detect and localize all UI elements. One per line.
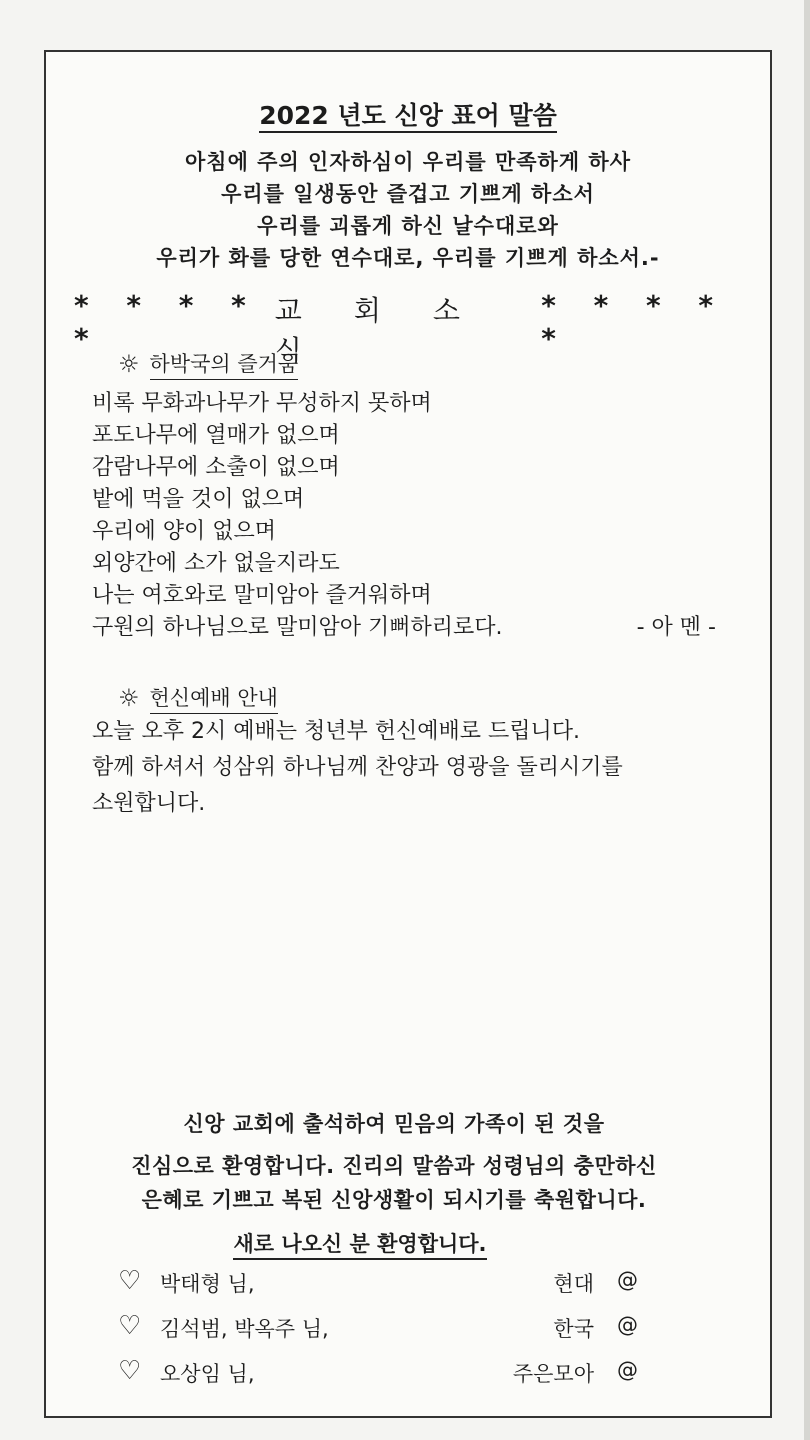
welcome-line-1: 신앙 교회에 출석하여 믿음의 가족이 된 것을 [183,1112,605,1136]
welcome-line-2: 진심으로 환영합니다. 진리의 말씀과 성령님의 충만하신 [131,1154,657,1178]
banner-stars-right: * * * * * [541,289,728,355]
newcomer-name: 오상임 님, [160,1362,255,1386]
section-habakkuk-heading [118,348,298,380]
newcomer-place: 한국 [553,1317,594,1341]
habakkuk-line: 구원의 하나님으로 말미암아 기뻐하리로다. [92,615,503,640]
motto-title-text: 2022 년도 신앙 표어 말씀 [259,101,557,133]
banner-stars-left: * * * * * [74,289,260,355]
newcomer-place: 주은모아 [512,1362,594,1386]
habakkuk-line: 비록 무화과나무가 무성하지 못하며 [92,391,432,416]
section-habakkuk-title: 하박국의 즐거움 [150,348,299,380]
motto-line-3: 우리를 괴롭게 하신 날수대로와 [257,214,559,238]
section-habakkuk-body [92,388,503,644]
bulletin-page [44,50,772,1418]
newcomer-mark: @ [617,1268,638,1292]
motto-line-1: 아침에 주의 인자하심이 우리를 만족하게 하사 [185,150,631,174]
motto-line-4: 우리가 화를 당한 연수대로, 우리를 기쁘게 하소서.- [156,246,660,270]
dedication-line: 소원합니다. [92,791,206,816]
page-edge [804,0,810,1440]
motto-title [46,96,770,132]
heart-icon: ♡ [118,1311,142,1341]
sun-icon: ☼ [118,350,140,378]
habakkuk-line: 포도나무에 열매가 없으며 [92,423,340,448]
motto-line-2: 우리를 일생동안 즐겁고 기쁘게 하소서 [221,182,595,206]
heart-icon: ♡ [118,1266,142,1296]
section-dedication-heading [118,682,278,714]
welcome-line-3: 은혜로 기쁘고 복된 신앙생활이 되시기를 축원합니다. [141,1188,647,1212]
newcomer-row [118,1313,638,1343]
newcomer-row [118,1358,638,1388]
newcomer-mark: @ [617,1358,638,1382]
newcomer-row [118,1268,638,1298]
newcomers-heading [0,1228,722,1258]
newcomer-mark: @ [617,1313,638,1337]
section-dedication-body [92,714,623,822]
habakkuk-line: 밭에 먹을 것이 없으며 [92,487,305,512]
dedication-line: 오늘 오후 2시 예배는 청년부 헌신예배로 드립니다. [92,719,580,744]
heart-icon: ♡ [118,1356,142,1386]
banner-title: 교회소식 [274,294,512,367]
dedication-line: 함께 하셔서 성삼위 하나님께 찬양과 영광을 돌리시기를 [92,755,623,780]
newcomer-name: 박태형 님, [160,1272,255,1296]
habakkuk-line: 감람나무에 소출이 없으며 [92,455,340,480]
habakkuk-line: 외양간에 소가 없을지라도 [92,551,340,576]
habakkuk-line: 우리에 양이 없으며 [92,519,277,544]
newcomer-name: 김석범, 박옥주 님, [160,1317,329,1341]
section-dedication-title: 헌신예배 안내 [150,682,278,714]
sun-icon: ☼ [118,684,140,712]
newcomer-place: 현대 [553,1272,594,1296]
newcomers-heading-text: 새로 나오신 분 환영합니다. [233,1232,486,1260]
amen-text: - 아 멘 - [636,615,716,640]
habakkuk-line: 나는 여호와로 말미암아 즐거워하며 [92,583,432,608]
